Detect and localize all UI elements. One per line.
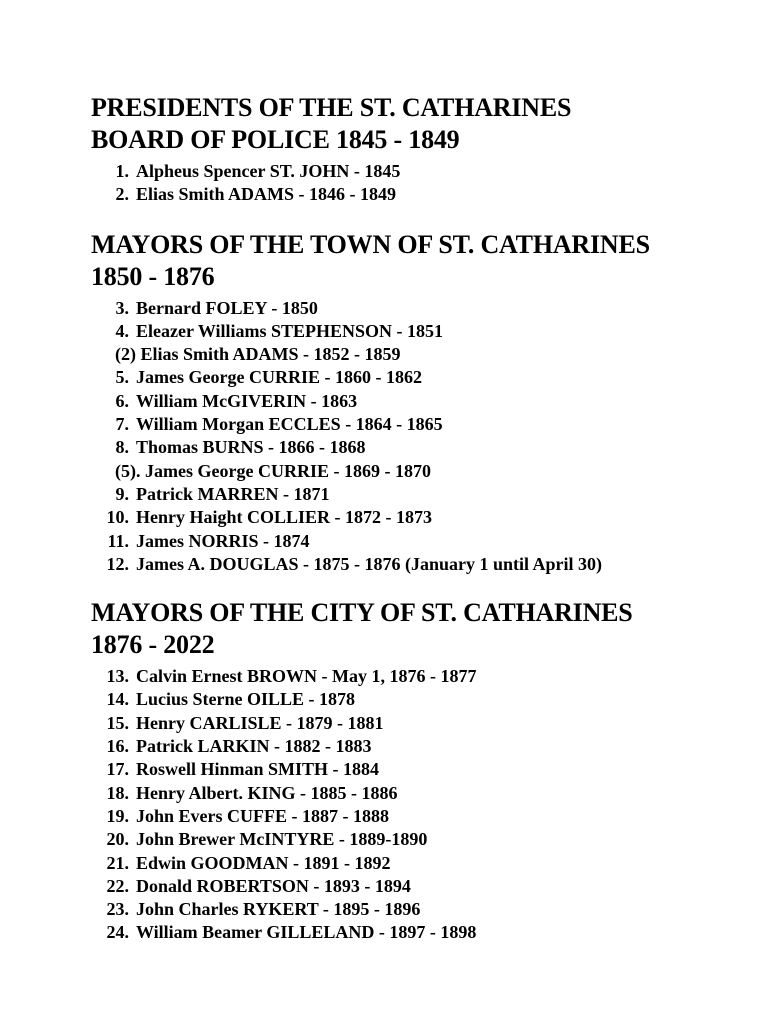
list-item: [91, 460, 751, 483]
section-title: [91, 92, 751, 156]
list-item-text: Eleazer Williams STEPHENSON - 1851: [136, 320, 444, 341]
list-item-number: 16.: [106, 736, 129, 757]
list-item-text: John Charles RYKERT - 1895 - 1896: [136, 899, 421, 920]
list-item-number: 9.: [115, 483, 129, 504]
list-item-number: 11.: [107, 530, 129, 551]
city-mayors-list: [91, 665, 751, 945]
list-item: [91, 758, 751, 781]
list-item: [91, 688, 751, 711]
list-item-number: 1.: [115, 161, 129, 181]
list-item: [91, 875, 751, 898]
list-item-number: 14.: [106, 689, 129, 710]
list-item: [91, 530, 751, 553]
list-item: [91, 735, 751, 758]
list-item: [91, 805, 751, 828]
list-item-text: Donald ROBERTSON - 1893 - 1894: [136, 875, 411, 896]
list-item-text: Bernard FOLEY - 1850: [136, 297, 318, 318]
section-title-line1: PRESIDENTS OF THE ST. CATHARINES: [91, 93, 572, 122]
list-item-text: James George CURRIE - 1860 - 1862: [136, 367, 422, 388]
list-item-text: Calvin Ernest BROWN - May 1, 1876 - 1877: [136, 666, 477, 687]
list-item-text: John Evers CUFFE - 1887 - 1888: [136, 805, 389, 826]
section-town-mayors: [91, 229, 751, 577]
list-item-number: 23.: [106, 899, 129, 920]
list-item-text: Edwin GOODMAN - 1891 - 1892: [136, 852, 391, 873]
list-item: [91, 297, 751, 320]
list-item-number: 6.: [115, 390, 129, 411]
list-item: [91, 782, 751, 805]
list-item: [91, 483, 751, 506]
list-item: [91, 320, 751, 343]
section-title-line1: MAYORS OF THE CITY OF ST. CATHARINES: [91, 598, 633, 628]
list-item-text: James A. DOUGLAS - 1875 - 1876 (January 1 until April 30): [136, 553, 603, 574]
section-city-mayors: [91, 597, 751, 945]
list-item-number: 15.: [106, 712, 129, 733]
list-item: [91, 665, 751, 688]
list-item: [91, 828, 751, 851]
list-item-text: William Beamer GILLELAND - 1897 - 1898: [136, 922, 477, 943]
list-item: [91, 852, 751, 875]
list-item: [91, 506, 751, 529]
list-item-number: 24.: [106, 922, 129, 943]
list-item-text: Patrick MARREN - 1871: [136, 483, 330, 504]
list-item: [91, 343, 751, 366]
list-item-text: Henry Haight COLLIER - 1872 - 1873: [136, 507, 433, 528]
list-item: [91, 553, 751, 576]
document-page: [91, 92, 751, 945]
list-item-number: 18.: [106, 782, 129, 803]
list-item-text: William McGIVERIN - 1863: [136, 390, 358, 411]
list-item-text: Henry CARLISLE - 1879 - 1881: [136, 712, 384, 733]
list-item: [91, 712, 751, 735]
list-item-number: 5.: [115, 367, 129, 388]
list-item-text: Lucius Sterne OILLE - 1878: [136, 689, 356, 710]
list-item-text: James NORRIS - 1874: [136, 530, 310, 551]
list-item-number: 4.: [115, 320, 129, 341]
list-item-text: John Brewer McINTYRE - 1889-1890: [136, 829, 428, 850]
list-item-text: Alpheus Spencer ST. JOHN - 1845: [136, 161, 401, 181]
list-item-number: 21.: [106, 852, 129, 873]
list-item-text: (2) Elias Smith ADAMS - 1852 - 1859: [115, 344, 401, 365]
list-item: [91, 160, 751, 183]
list-item-number: 10.: [106, 507, 129, 528]
list-item-number: 12.: [106, 553, 129, 574]
list-item: [91, 413, 751, 436]
list-item: [91, 390, 751, 413]
list-item: [91, 921, 751, 944]
list-item-text: (5). James George CURRIE - 1869 - 1870: [115, 460, 431, 481]
list-item-number: 13.: [106, 666, 129, 687]
list-item-number: 22.: [106, 875, 129, 896]
list-item-text: Patrick LARKIN - 1882 - 1883: [136, 736, 372, 757]
list-item-text: William Morgan ECCLES - 1864 - 1865: [136, 414, 443, 435]
list-item-number: 2.: [115, 184, 129, 205]
section-title: [91, 229, 751, 293]
presidents-list: [91, 160, 751, 207]
section-title-line2: 1876 - 2022: [91, 630, 215, 660]
section-title-line2: BOARD OF POLICE 1845 - 1849: [91, 125, 460, 154]
section-title-line2: 1850 - 1876: [91, 261, 215, 291]
list-item-text: Roswell Hinman SMITH - 1884: [136, 759, 380, 780]
list-item: [91, 366, 751, 389]
section-title-line1: MAYORS OF THE TOWN OF ST. CATHARINES: [91, 229, 650, 259]
list-item: [91, 436, 751, 459]
list-item-number: 7.: [115, 414, 129, 435]
list-item-text: Elias Smith ADAMS - 1846 - 1849: [136, 184, 397, 205]
list-item-text: Henry Albert. KING - 1885 - 1886: [136, 782, 398, 803]
list-item-text: Thomas BURNS - 1866 - 1868: [136, 437, 366, 458]
town-mayors-list: [91, 297, 751, 577]
section-title: [91, 597, 751, 661]
list-item-number: 20.: [106, 829, 129, 850]
list-item: [91, 183, 751, 206]
list-item-number: 8.: [115, 437, 129, 458]
list-item: [91, 898, 751, 921]
list-item-number: 3.: [115, 297, 129, 318]
list-item-number: 19.: [106, 805, 129, 826]
list-item-number: 17.: [106, 759, 129, 780]
section-board-of-police: [91, 92, 751, 207]
